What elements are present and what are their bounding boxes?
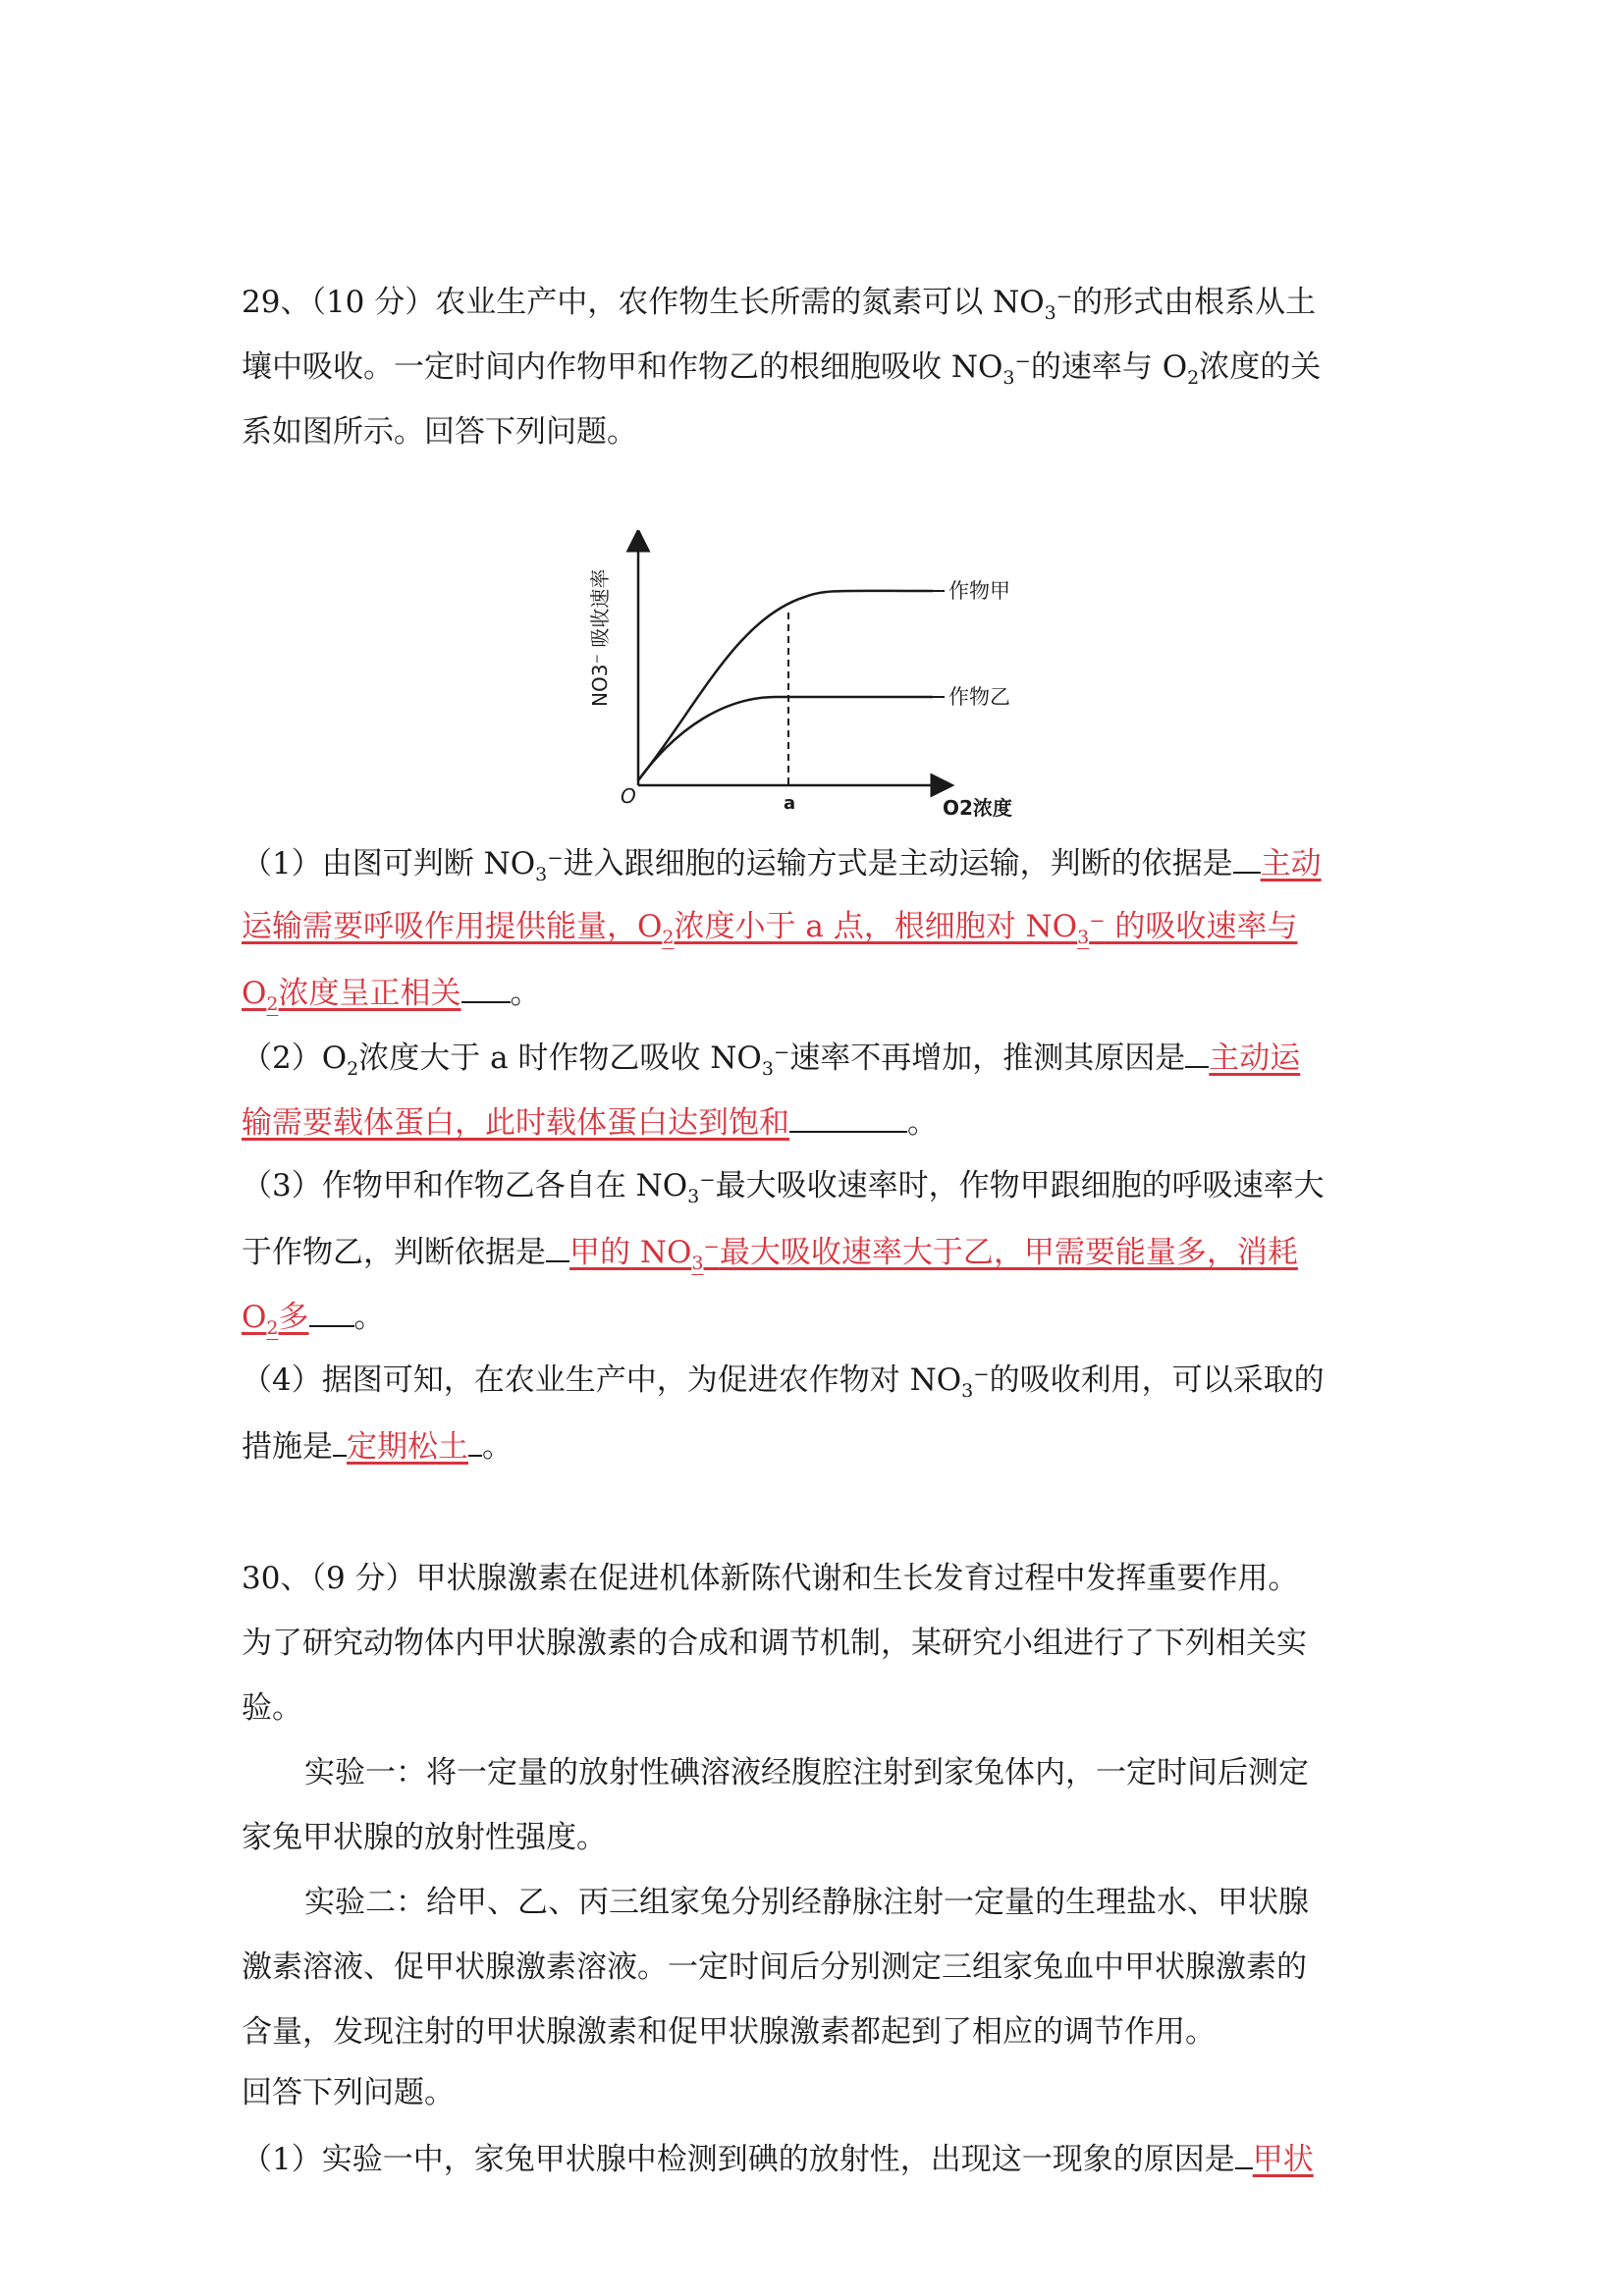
answer-text: 定期松土 (347, 1429, 468, 1465)
q29-part4-line-2: 措施是 定期松土 。 (242, 1425, 1400, 1467)
series-crop-a-label: 作物甲 (948, 579, 1010, 603)
q29-line-2: 壤中吸收。一定时间内作物甲和作物乙的根细胞吸收 $NO_3^-$的速率与 $O_2$浓度的关 (242, 349, 1322, 390)
answer-blank (1235, 2138, 1253, 2169)
q29-part3-line-3: $O_2$多 。 (242, 1296, 1400, 1337)
q30-exp1-line-1: 实验一：将一定量的放射性碘溶液经腹腔注射到家兔体内，一定时间后测定 (304, 1755, 1309, 1790)
answer-blank (546, 1231, 569, 1262)
q29-part4-line-1: （4）据图可知，在农业生产中，为促进农作物对 $NO_3^-$的吸收利用，可以采取的 (242, 1362, 1325, 1403)
q29-part2-line-2: 输需要载体蛋白，此时载体蛋白达到饱和 。 (242, 1101, 1400, 1143)
q30-line-1: 30、（9 分）甲状腺激素在促进机体新陈代谢和生长发育过程中发挥重要作用。 (242, 1561, 1299, 1596)
y-axis-label: NO3⁻ 吸收速率 (588, 568, 612, 707)
q29-part3-line-2: 于作物乙，判断依据是 甲的 $NO_3^-$最大吸收速率大于乙，甲需要能量多，消耗 (242, 1231, 1400, 1272)
q29-part3-line-1: （3）作物甲和作物乙各自在 $NO_3^-$最大吸收速率时，作物甲跟细胞的呼吸速率大 (242, 1168, 1325, 1208)
q29-line-3: 系如图所示。回答下列问题。 (242, 414, 637, 450)
answer-blank (1233, 842, 1261, 874)
answer-blank (309, 1296, 354, 1327)
q30-exp2-line-2: 激素溶液、促甲状腺激素溶液。一定时间后分别测定三组家兔血中甲状腺激素的 (242, 1949, 1307, 1985)
q30-exp2-line-1: 实验二：给甲、乙、丙三组家兔分别经静脉注射一定量的生理盐水、甲状腺 (304, 1885, 1309, 1920)
answer-blank (333, 1425, 347, 1457)
x-axis-label: O2浓度 (943, 796, 1012, 820)
answer-blank (789, 1101, 907, 1133)
q30-line-2: 为了研究动物体内甲状腺激素的合成和调节机制，某研究小组进行了下列相关实 (242, 1626, 1307, 1661)
answer-text: 甲状 (1252, 2142, 1314, 2177)
q29-line-1: 29、（10 分）农业生产中，农作物生长所需的氮素可以 $NO_3^-$的形式由根系从土 (242, 285, 1317, 325)
answer-blank (461, 972, 511, 1003)
q30-exp1-line-2: 家兔甲状腺的放射性强度。 (242, 1820, 607, 1855)
x-tick-a: a (784, 793, 796, 814)
q29-part1-line-3: $O_2$浓度呈正相关 。 (242, 972, 1400, 1013)
answer-text: 主动运 (1209, 1041, 1301, 1076)
q29-part1-line-1: （1）由图可判断 $NO_3^-$进入跟细胞的运输方式是主动运输，判断的依据是 主动 (242, 842, 1400, 883)
series-crop-b-label: 作物乙 (948, 685, 1010, 709)
origin-label: O (621, 784, 636, 808)
answer-text: 主动 (1260, 846, 1322, 881)
q30-line-3: 验。 (242, 1690, 302, 1726)
series-crop-a-line (638, 591, 933, 780)
answer-blank (468, 1425, 482, 1457)
q29-part1-line-2: 运输需要呼吸作用提供能量，$O_2$浓度小于 a 点，根细胞对 $NO_3^-$ 的吸收速率与 (242, 909, 1298, 949)
q30-exp2-line-3: 含量，发现注射的甲状腺激素和促甲状腺激素都起到了相应的调节作用。 (242, 2014, 1216, 2050)
answer-blank (1185, 1037, 1209, 1068)
q30-part1-line-1: （1）实验一中，家兔甲状腺中检测到碘的放射性，出现这一现象的原因是 甲状 (242, 2138, 1400, 2179)
q29-part2-line-1: $(2)O_2$浓度大于 a 时作物乙吸收 $NO_3^-$速率不再增加，推测其原因是 主动运 (242, 1037, 1400, 1078)
absorption-rate-chart (579, 530, 1051, 834)
series-crop-b-line (638, 697, 933, 780)
q30-ask: 回答下列问题。 (242, 2075, 455, 2110)
